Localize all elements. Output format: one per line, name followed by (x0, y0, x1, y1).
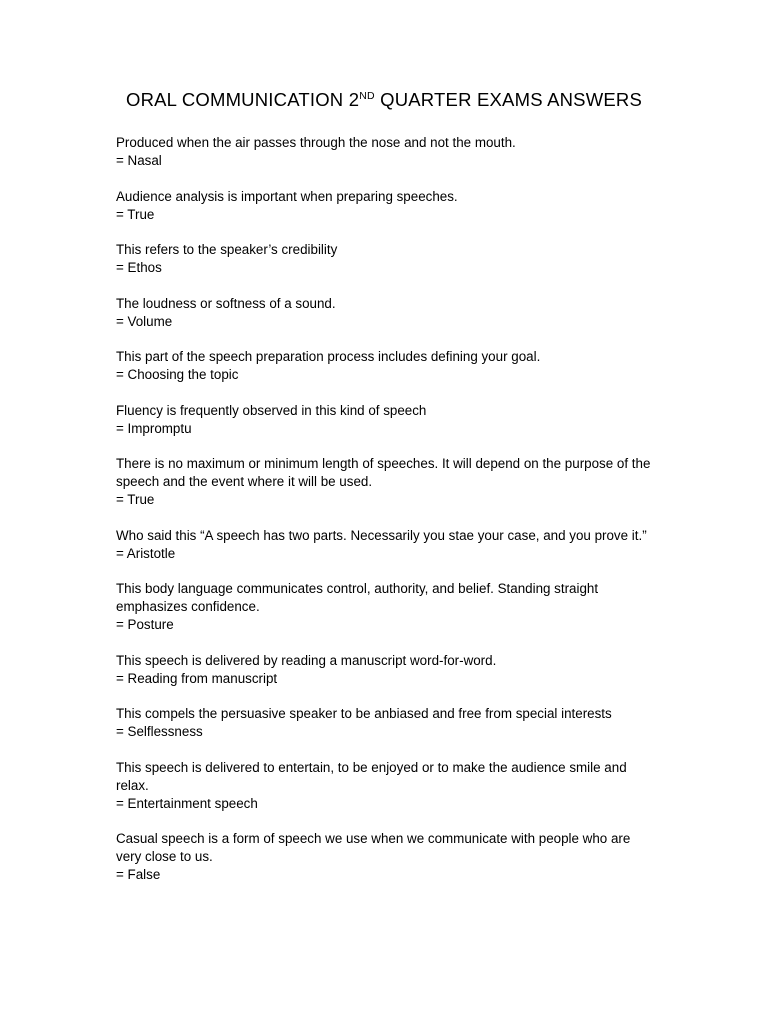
qa-item (116, 580, 656, 634)
answer-text: = True (116, 492, 155, 507)
qa-item (116, 527, 656, 563)
qa-item (116, 188, 656, 224)
qa-item (116, 759, 656, 813)
question-text: This part of the speech preparation process includes defining your goal. (116, 349, 541, 364)
answer-text: = Entertainment speech (116, 795, 258, 811)
question-text: There is no maximum or minimum length of speeches. It will depend on the purpose of the speech and the event where it will be used. (116, 456, 651, 489)
answer-text: = Reading from manuscript (116, 670, 278, 686)
answer-text: = Posture (116, 617, 174, 632)
answer-text: = True (116, 206, 155, 222)
title-text-after: QUARTER EXAMS ANSWERS (374, 89, 643, 110)
title-superscript: ND (359, 90, 375, 102)
qa-item (116, 134, 656, 170)
question-text: The loudness or softness of a sound. (116, 295, 336, 311)
qa-item (116, 241, 656, 277)
qa-item (116, 295, 656, 331)
answer-text: = Nasal (116, 153, 162, 168)
question-text: This compels the persuasive speaker to be anbiased and free from special interests (116, 706, 612, 721)
question-text: This speech is delivered to entertain, to be enjoyed or to make the audience smile and relax. (116, 759, 627, 793)
answer-text: = Aristotle (116, 545, 176, 561)
answer-text: = Selflessness (116, 724, 203, 739)
qa-item (116, 348, 656, 384)
answer-text: = Choosing the topic (116, 367, 239, 382)
qa-item (116, 455, 656, 509)
qa-item (116, 402, 656, 438)
title-text-before: ORAL COMMUNICATION 2 (125, 89, 360, 110)
qa-item (116, 705, 656, 741)
page-title (0, 88, 768, 112)
answer-text: = Impromptu (116, 420, 192, 436)
answer-text: = Volume (116, 313, 173, 329)
question-text: Who said this “A speech has two parts. Necessarily you stae your case, and you prove it.” (116, 527, 647, 543)
question-text: Produced when the air passes through the nose and not the mouth. (116, 135, 516, 150)
question-text: This body language communicates control, authority, and belief. Standing straight emphasizes confidence. (116, 581, 599, 614)
question-text: Casual speech is a form of speech we use when we communicate with people who are very close to us. (116, 831, 631, 864)
qa-list (116, 134, 656, 902)
question-text: This refers to the speaker’s credibility (116, 242, 338, 257)
qa-item (116, 652, 656, 688)
question-text: This speech is delivered by reading a manuscript word-for-word. (116, 652, 497, 668)
question-text: Fluency is frequently observed in this kind of speech (116, 402, 427, 418)
answer-text: = False (116, 867, 161, 882)
question-text: Audience analysis is important when preparing speeches. (116, 188, 458, 204)
qa-item (116, 830, 656, 884)
answer-text: = Ethos (116, 260, 162, 275)
